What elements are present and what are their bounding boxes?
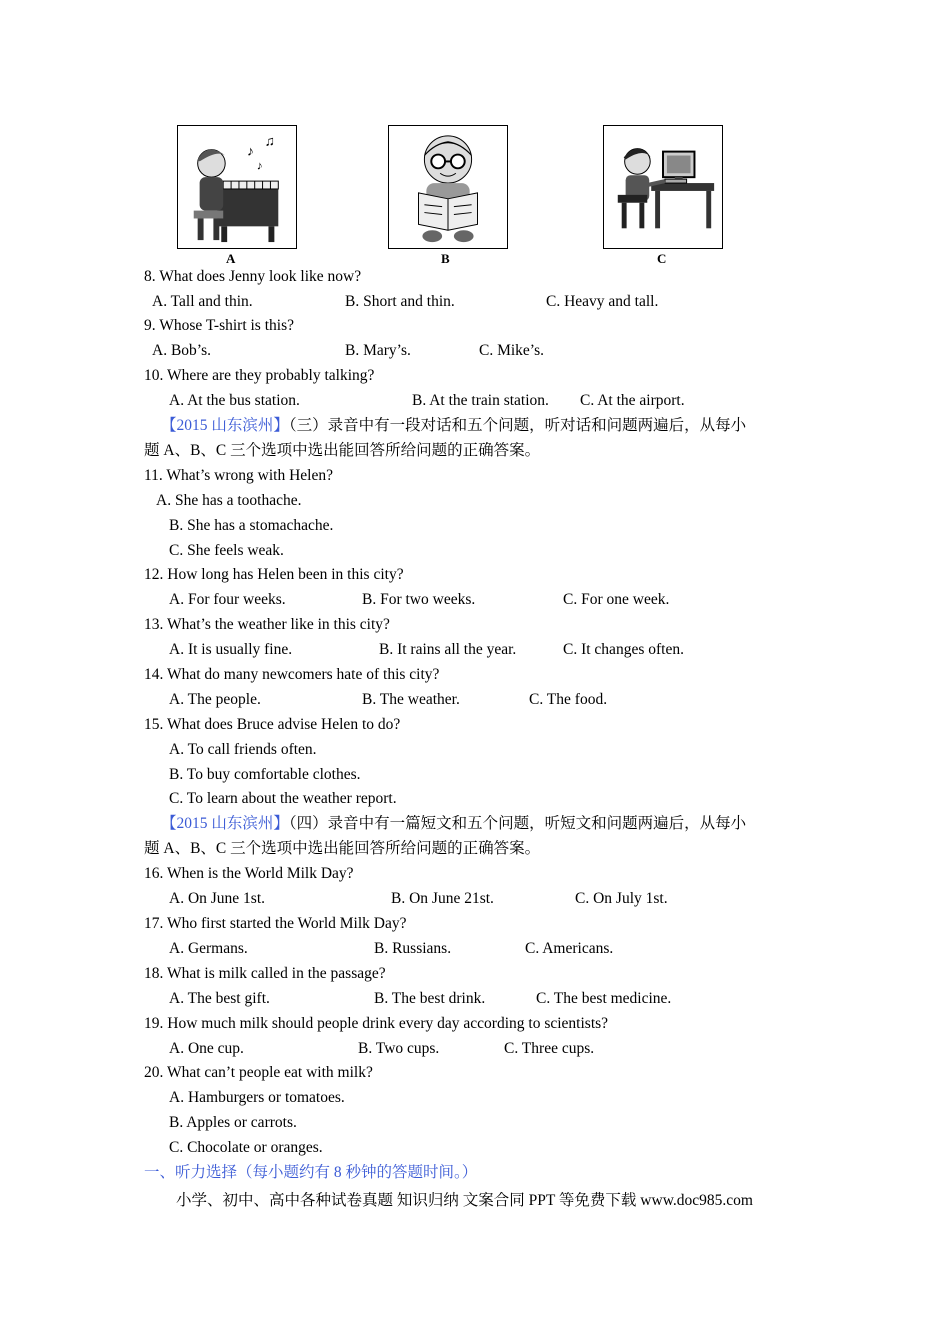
part4-instruction-text: （四）录音中有一篇短文和五个问题，听短文和问题两遍后，从每小 <box>288 815 747 832</box>
q19-option-a: A. One cup. <box>169 1040 244 1057</box>
boy-playing-piano-icon <box>178 126 296 248</box>
q12-option-c: C. For one week. <box>563 591 670 608</box>
question-17: 17. Who first started the World Milk Day? <box>144 915 407 932</box>
svg-text:♪: ♪ <box>256 158 263 173</box>
picture-label-b: B <box>441 251 450 266</box>
q17-option-b: B. Russians. <box>374 940 452 957</box>
q10-option-c: C. At the airport. <box>580 392 685 409</box>
q18-option-a: A. The best gift. <box>169 990 270 1007</box>
q18-option-b: B. The best drink. <box>374 990 486 1007</box>
part3-instruction-line2: 题 A、B、C 三个选项中选出能回答所给问题的正确答案。 <box>144 442 541 459</box>
question-11: 11. What’s wrong with Helen? <box>144 467 333 484</box>
q18-option-c: C. The best medicine. <box>536 990 672 1007</box>
q11-option-a: A. She has a toothache. <box>156 492 302 509</box>
q10-option-b: B. At the train station. <box>412 392 549 409</box>
q13-option-c: C. It changes often. <box>563 641 684 658</box>
q19-option-b: B. Two cups. <box>358 1040 440 1057</box>
question-16: 16. When is the World Milk Day? <box>144 865 354 882</box>
part4-source-tag: 【2015 山东滨州】 <box>161 815 289 832</box>
q14-option-b: B. The weather. <box>362 691 460 708</box>
question-8: 8. What does Jenny look like now? <box>144 268 362 285</box>
q16-option-a: A. On June 1st. <box>169 890 266 907</box>
q14-option-c: C. The food. <box>529 691 608 708</box>
picture-b <box>388 125 508 249</box>
section-heading: 一、听力选择（每小题约有 8 秒钟的答题时间。） <box>144 1164 478 1181</box>
question-14: 14. What do many newcomers hate of this city? <box>144 666 440 683</box>
svg-text:♪: ♪ <box>246 143 254 159</box>
question-10: 10. Where are they probably talking? <box>144 367 375 384</box>
q19-option-c: C. Three cups. <box>504 1040 595 1057</box>
part3-instruction-text: （三）录音中有一段对话和五个问题，听对话和问题两遍后，从每小 <box>288 417 747 434</box>
q12-option-b: B. For two weeks. <box>362 591 476 608</box>
footer-text: 小学、初中、高中各种试卷真题 知识归纳 文案合同 PPT 等免费下载 www.doc985.com <box>176 1192 753 1209</box>
girl-at-computer-icon <box>604 126 722 248</box>
picture-label-c: C <box>657 251 667 266</box>
svg-text:♫: ♫ <box>264 133 275 149</box>
question-9: 9. Whose T-shirt is this? <box>144 317 294 334</box>
q11-option-c: C. She feels weak. <box>169 542 284 559</box>
q8-option-b: B. Short and thin. <box>345 293 455 310</box>
question-18: 18. What is milk called in the passage? <box>144 965 386 982</box>
q8-option-c: C. Heavy and tall. <box>546 293 659 310</box>
q9-option-b: B. Mary’s. <box>345 342 411 359</box>
q16-option-b: B. On June 21st. <box>391 890 494 907</box>
question-19: 19. How much milk should people drink every day according to scientists? <box>144 1015 609 1032</box>
picture-label-a: A <box>226 251 236 266</box>
q13-option-a: A. It is usually fine. <box>169 641 293 658</box>
q15-option-b: B. To buy comfortable clothes. <box>169 766 361 783</box>
q10-option-a: A. At the bus station. <box>169 392 300 409</box>
q9-option-a: A. Bob’s. <box>152 342 211 359</box>
q15-option-c: C. To learn about the weather report. <box>169 790 397 807</box>
picture-a <box>177 125 297 249</box>
q8-option-a: A. Tall and thin. <box>152 293 253 310</box>
part4-instruction-line2: 题 A、B、C 三个选项中选出能回答所给问题的正确答案。 <box>144 840 541 857</box>
q13-option-b: B. It rains all the year. <box>379 641 517 658</box>
question-12: 12. How long has Helen been in this city? <box>144 566 404 583</box>
q15-option-a: A. To call friends often. <box>169 741 317 758</box>
question-20: 20. What can’t people eat with milk? <box>144 1064 373 1081</box>
q14-option-a: A. The people. <box>169 691 261 708</box>
q12-option-a: A. For four weeks. <box>169 591 286 608</box>
question-15: 15. What does Bruce advise Helen to do? <box>144 716 401 733</box>
q16-option-c: C. On July 1st. <box>575 890 668 907</box>
part4-instruction-line1 <box>161 814 746 834</box>
q9-option-c: C. Mike’s. <box>479 342 545 359</box>
question-13: 13. What’s the weather like in this city? <box>144 616 390 633</box>
q20-option-b: B. Apples or carrots. <box>169 1114 297 1131</box>
picture-c <box>603 125 723 249</box>
man-reading-book-icon <box>389 126 507 248</box>
q20-option-c: C. Chocolate or oranges. <box>169 1139 323 1156</box>
part3-source-tag: 【2015 山东滨州】 <box>161 417 289 434</box>
part3-instruction-line1 <box>161 416 746 436</box>
q17-option-a: A. Germans. <box>169 940 248 957</box>
q11-option-b: B. She has a stomachache. <box>169 517 334 534</box>
q17-option-c: C. Americans. <box>525 940 614 957</box>
q20-option-a: A. Hamburgers or tomatoes. <box>169 1089 345 1106</box>
